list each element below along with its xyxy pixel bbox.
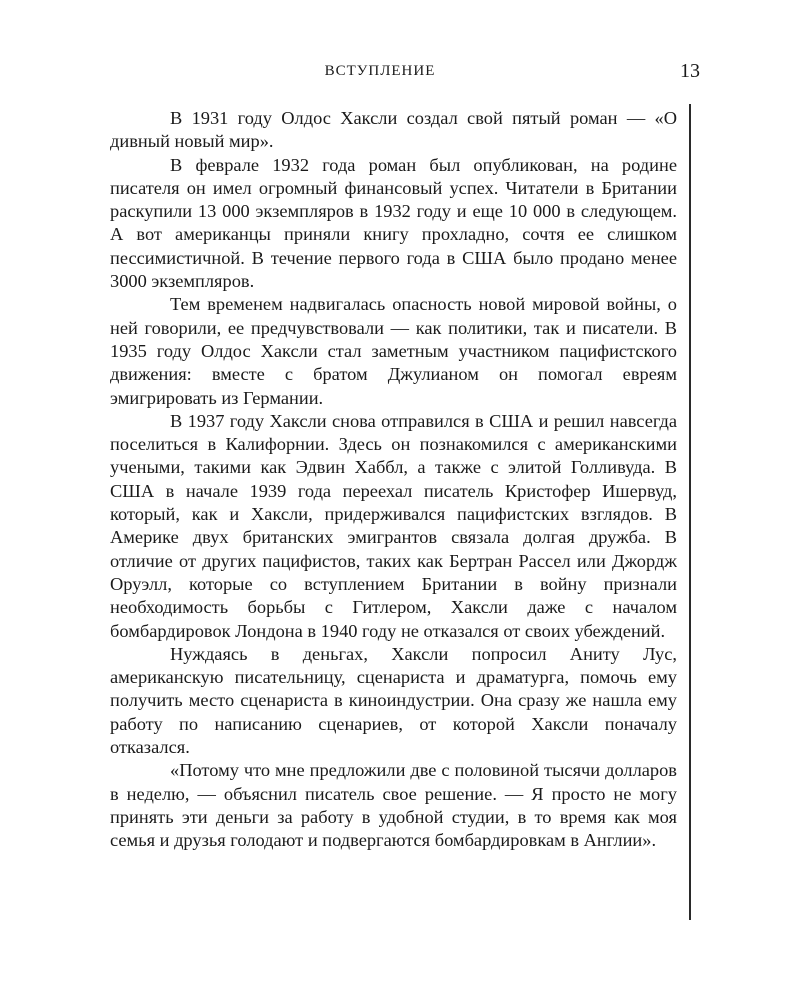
paragraph: В 1937 году Хаксли снова отправился в США и решил навсегда поселиться в Калифорнии. Здесь он познакомился с американскими учеными, такими как Эдвин Хаббл, а также с элитой Голливуда. В США в начале 1939 года переехал писатель Кристофер Ишервуд, который, как и Хаксли, придерживался пацифистских взглядов. В Америке двух британских эмигрантов связала долгая дружба. В отличие от других пацифистов, таких как Бертран Рассел или Джордж Оруэлл, которые со вступлением Британии в войну признали необходимость борьбы с Гитлером, Хаксли даже с началом бомбардировок Лондона в 1940 году не отказался от своих убеждений.	[110, 410, 677, 641]
running-head-title: ВСТУПЛЕНИЕ	[324, 63, 436, 79]
paragraph: В феврале 1932 года роман был опубликован, на родине писателя он имел огромный финансовый успех. Читатели в Британии раскупили 13 000 экземпляров в 1932 году и еще 10 000 в следующем. А вот американцы приняли книгу прохладно, сочтя ее слишком пессимистичной. В течение первого года в США было продано менее 3000 экземпляров.	[110, 154, 677, 292]
paragraph: Тем временем надвигалась опасность новой мировой войны, о ней говорили, ее предчувствовали — как политики, так и писатели. В 1935 году Олдос Хаксли стал заметным участником пацифистского движения: вместе с братом Джулианом он помогал евреям эмигрировать из Германии.	[110, 294, 677, 408]
body-text	[110, 107, 677, 853]
margin-rule	[689, 104, 691, 920]
paragraph: Нуждаясь в деньгах, Хаксли попросил Аниту Лус, американскую писательницу, сценариста и драматурга, помочь ему получить место сценариста в киноиндустрии. Она сразу же нашла ему работу по написанию сценариев, от которой Хаксли поначалу отказался.	[110, 643, 677, 758]
page-number: 13	[680, 60, 700, 82]
paragraph: «Потому что мне предложили две с половиной тысячи долларов в неделю, — объяснил писатель свое решение. — Я просто не могу принять эти деньги за работу в удобной студии, в то время как моя семья и друзья голодают и подвергаются бомбардировкам в Англии».	[110, 760, 677, 851]
paragraph: В 1931 году Олдос Хаксли создал свой пятый роман — «О дивный новый мир».	[110, 108, 677, 152]
